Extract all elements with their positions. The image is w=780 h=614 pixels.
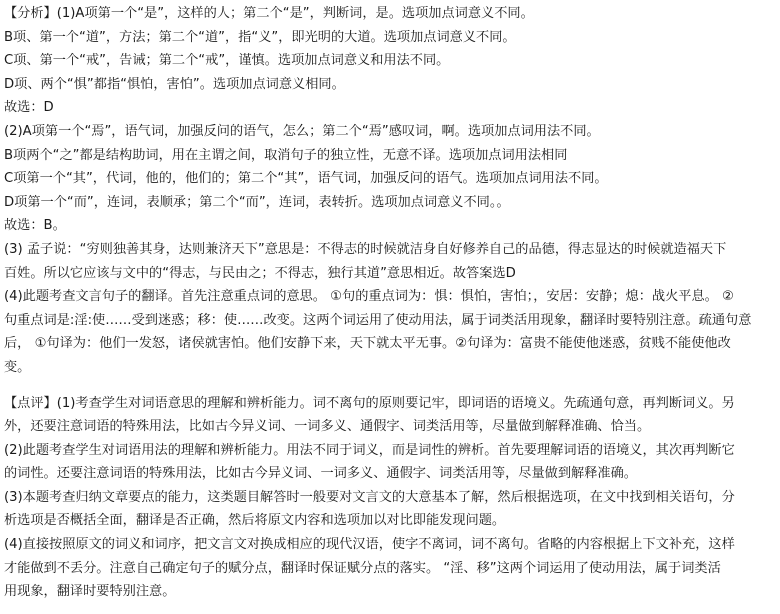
analysis-line: 句重点词是:淫:使……受到迷惑；移：使……改变。这两个词运用了使动用法，属于词类活用现象，翻译时要特别注意。疏通句意 [4,312,752,328]
analysis-answer: 故选：B。 [4,218,66,234]
analysis-line: 后， ①句译为：他们一发怒，诸侯就害怕。他们安静下来，天下就太平无事。②句译为：富贵不能使他迷惑，贫贱不能使他改 [4,336,731,352]
comment-line: 才能做到不丢分。注意自己确定句子的赋分点，翻译时保证赋分点的落实。 “淫、移”这两个词运用了使动用法，属于词类活 [4,560,721,576]
section-gap [4,380,776,392]
analysis-line: (4)此题考查文言句子的翻译。首先注意重点词的意思。 ①句的重点词为：惧：惧怕，害怕；，安居：安静；熄：战火平息。 ② [4,289,734,305]
analysis-line: 百姓。所以它应该与文中的“得志，与民由之；不得志，独行其道”意思相近。故答案选D [4,265,516,281]
analysis-line: C项、第一个“戒”，告诫；第二个“戒”，谨慎。选项加点词意义和用法不同。 [4,53,450,69]
comment-line: (4)直接按照原文的词义和词序，把文言文对换成相应的现代汉语，使字不离词，词不离句。省略的内容根据上下文补充，这样 [4,537,735,553]
comment-line: (3)本题考查归纳文章要点的能力，这类题目解答时一般要对文言文的大意基本了解，然后根据选项，在文中找到相关语句，分 [4,489,735,505]
comment-line: 析选项是否概括全面，翻译是否正确，然后将原文内容和选项加以对比即能发现问题。 [4,513,506,529]
analysis-line: B项、第一个“道”，方法；第二个“道”，指“义”，即光明的大道。选项加点词意义不同。 [4,29,516,45]
comment-section [4,392,776,604]
analysis-line: D项第一个“而”，连词，表顺承；第二个“而”，连词，表转折。选项加点词意义不同。。 [4,194,510,210]
analysis-line: B项两个“之”都是结构助词，用在主谓之间，取消句子的独立性，无意不译。选项加点词用法相同 [4,147,568,163]
analysis-answer: 故选：D [4,100,54,116]
comment-line: 的词性。还要注意词语的特殊用法，比如古今异义词、一词多义、通假字、词类活用等，尽量做到解释准确。 [4,466,637,482]
comment-line: 【点评】(1)考查学生对词语意思的理解和辨析能力。词不离句的原则要记牢，即词语的语境义。先疏通句意，再判断词义。另 [4,395,735,411]
comment-line: 外，还要注意词语的特殊用法，比如古今异义词、一词多义、通假字、词类活用等，尽量做到解释准确、恰当。 [4,419,651,435]
analysis-line: D项、两个“惧”都指“惧怕，害怕”。选项加点词意义相同。 [4,76,345,92]
comment-line: 用现象，翻译时要特别注意。 [4,584,176,600]
analysis-line: 变。 [4,359,31,375]
comment-line: (2)此题考查学生对词语用法的理解和辨析能力。用法不同于词义，而是词性的辨析。首先要理解词语的语境义，其次再判断它 [4,442,735,458]
analysis-line: 【分析】(1)A项第一个“是”，这样的人；第二个“是”，判断词，是。选项加点词意义不同。 [4,6,534,21]
analysis-line: (2)A项第一个“焉”，语气词，加强反问的语气，怎么；第二个“焉”感叹词，啊。选项加点词用法不同。 [4,123,600,139]
analysis-section [4,2,776,380]
analysis-line: C项第一个“其”，代词，他的，他们的；第二个“其”，语气词，加强反问的语气。选项加点词用法不同。 [4,171,608,187]
analysis-line: (3) 孟子说：“穷则独善其身，达则兼济天下”意思是：不得志的时候就洁身自好修养自己的品德，得志显达的时候就造福天下 [4,241,727,257]
